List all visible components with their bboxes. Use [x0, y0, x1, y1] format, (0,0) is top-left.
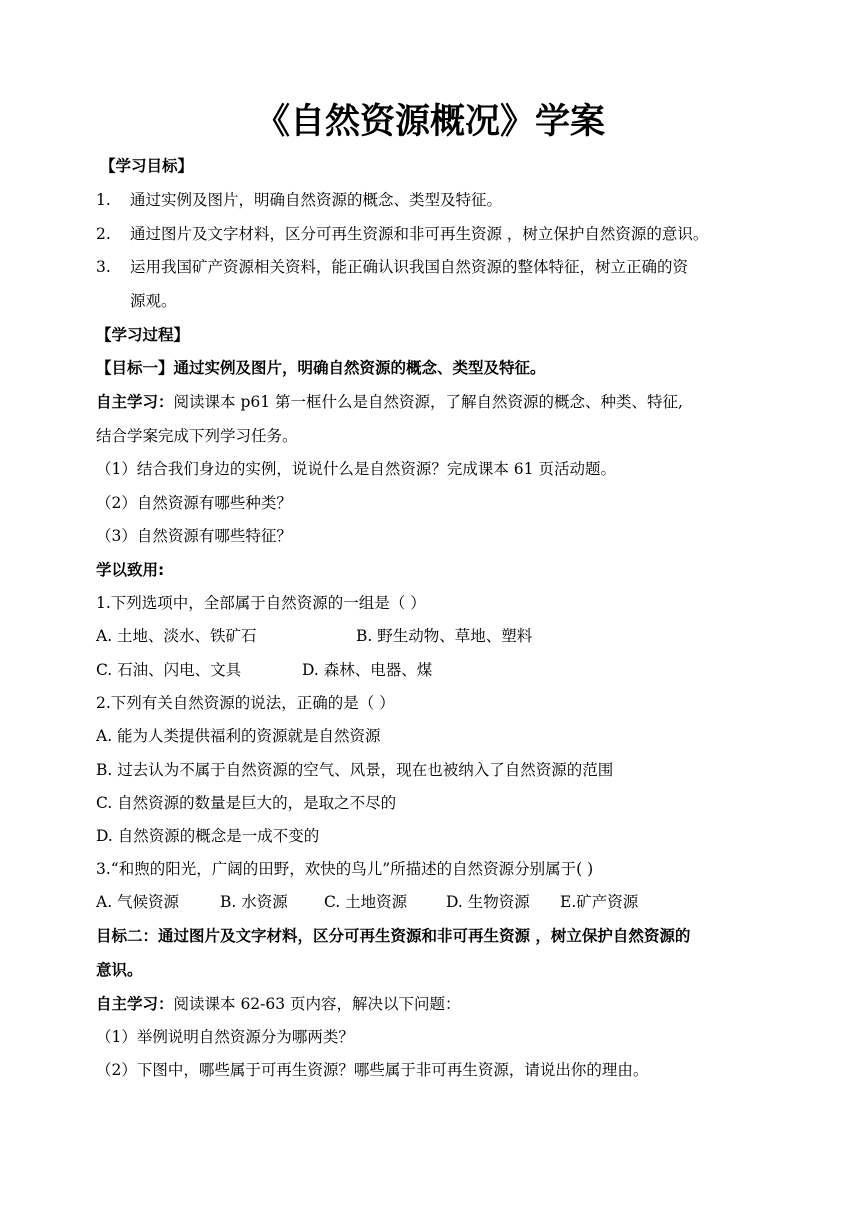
goal2-heading-continuation: 意识。 — [96, 961, 143, 979]
process-heading: 【学习过程】 — [96, 326, 190, 344]
goal-item-text: 运用我国矿产资源相关资料，能正确认识我国自然资源的整体特征，树立正确的资 — [130, 258, 689, 276]
question-2-option-b: B. 过去认为不属于自然资源的空气、风景，现在也被纳入了自然资源的范围 — [96, 761, 614, 779]
goal-item-2 — [96, 218, 708, 251]
goal1-self-study — [96, 386, 683, 419]
option-c: C. 石油、闪电、文具 — [96, 661, 242, 679]
question-3-options — [96, 886, 638, 919]
goals-heading: 【学习目标】 — [100, 157, 194, 175]
option-c: C. 土地资源 — [324, 893, 408, 911]
goal1-task-2: （2）自然资源有哪些种类？ — [96, 494, 292, 512]
option-a: A. 气候资源 — [96, 893, 180, 911]
goal-item-number: 2. — [96, 225, 111, 243]
goal2-task-2: （2）下图中，哪些属于可再生资源？哪些属于非可再生资源，请说出你的理由。 — [96, 1061, 649, 1079]
goal-item-text: 通过实例及图片，明确自然资源的概念、类型及特征。 — [130, 191, 503, 209]
option-d: D. 森林、电器、煤 — [302, 661, 433, 679]
self-study-label: 自主学习： — [96, 995, 174, 1013]
goal-item-number: 1. — [96, 191, 111, 209]
goal-item-3 — [96, 251, 688, 284]
goal1-task-1: （1）结合我们身边的实例，说说什么是自然资源？完成课本 61 页活动题。 — [96, 460, 616, 478]
goal2-heading: 目标二：通过图片及文字材料，区分可再生资源和非可再生资源 ，树立保护自然资源的 — [96, 927, 691, 945]
option-b: B. 水资源 — [220, 893, 288, 911]
goal1-self-study-continuation: 结合学案完成下列学习任务。 — [96, 427, 298, 445]
question-1-stem: 1.下列选项中，全部属于自然资源的一组是（ ） — [96, 594, 426, 612]
goal2-task-1: （1）举例说明自然资源分为哪两类？ — [96, 1028, 354, 1046]
self-study-text: 阅读课本 p61 第一框什么是自然资源，了解自然资源的概念、种类、特征, — [173, 393, 683, 411]
question-3-stem: 3.“和煦的阳光，广阔的田野，欢快的鸟儿”所描述的自然资源分别属于( ) — [96, 860, 594, 878]
goal-item-text: 通过图片及文字材料，区分可再生资源和非可再生资源 ，树立保护自然资源的意识。 — [130, 225, 709, 243]
option-b: B. 野生动物、草地、塑料 — [356, 627, 533, 645]
option-a: A. 土地、淡水、铁矿石 — [96, 627, 257, 645]
goal1-task-3: （3）自然资源有哪些特征？ — [96, 527, 292, 545]
self-study-text: 阅读课本 62-63 页内容，解决以下问题： — [173, 995, 461, 1013]
page-title: 《自然资源概况》学案 — [254, 102, 605, 142]
goal-item-1 — [96, 184, 502, 217]
question-2-option-d: D. 自然资源的概念是一成不变的 — [96, 827, 320, 845]
question-1-options-row-2 — [96, 654, 432, 687]
question-2-stem: 2.下列有关自然资源的说法，正确的是（ ） — [96, 694, 395, 712]
option-e: E.矿产资源 — [560, 893, 639, 911]
goal-item-number: 3. — [96, 258, 111, 276]
question-2-option-c: C. 自然资源的数量是巨大的，是取之不尽的 — [96, 794, 397, 812]
goal-item-3-continuation: 源观。 — [130, 292, 177, 310]
self-study-label: 自主学习： — [96, 393, 174, 411]
apply-label: 学以致用: — [96, 561, 165, 579]
option-d: D. 生物资源 — [446, 893, 530, 911]
question-2-option-a: A. 能为人类提供福利的资源就是自然资源 — [96, 727, 381, 745]
goal2-self-study — [96, 988, 461, 1021]
question-1-options-row-1 — [96, 620, 532, 653]
goal1-heading: 【目标一】通过实例及图片，明确自然资源的概念、类型及特征。 — [96, 359, 546, 377]
